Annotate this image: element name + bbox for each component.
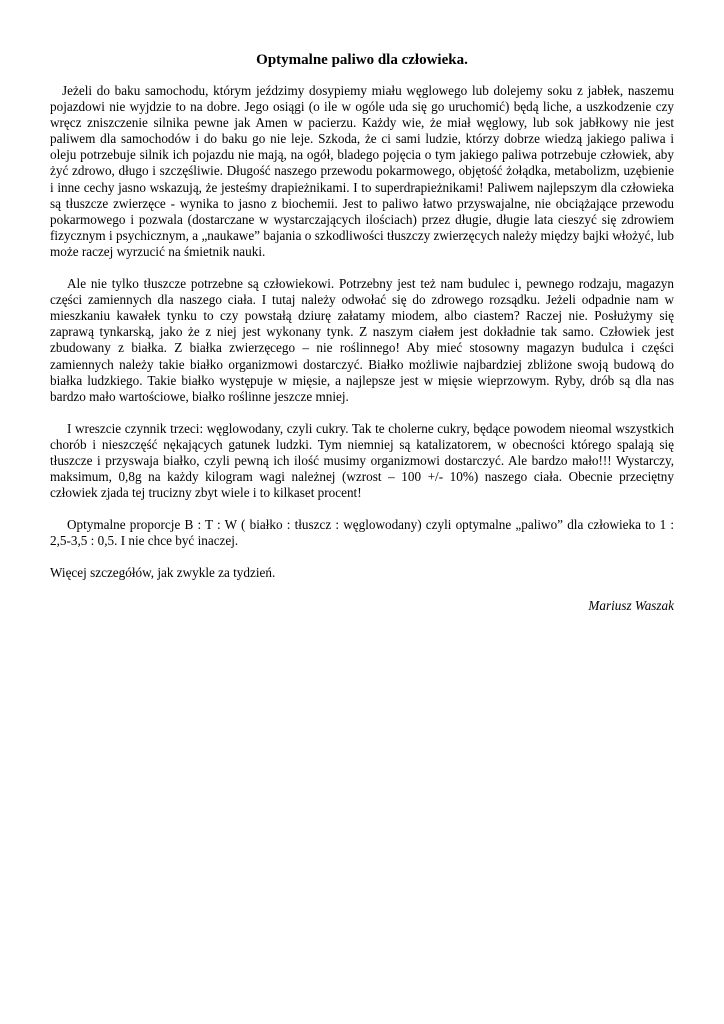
author-signature: Mariusz Waszak [588, 597, 674, 613]
paragraph-protein: Ale nie tylko tłuszcze potrzebne są człowiekowi. Potrzebny jest też nam budulec i, pewnego rodzaju, magazyn części zamiennych dla naszego ciała. I tutaj należy odwołać się do zdrowego rozsądku. Jeżeli odpadnie nam w mieszkaniu kawałek tynku to czy powstałą dziurę załatamy miodem, albo ciastem? Raczej nie. Posłużymy się zaprawą tynkarską, jako że z niej jest wykonany tynk. Z naszym ciałem jest dokładnie tak samo. Człowiek jest zbudowany z białka. Z białka zwierzęcego – nie roślinnego! Aby mieć stosowny magazyn budulca i części zamiennych należy takie białko organizmowi dostarczyć. Białko możliwie najbardziej zbliżone swoją budową do białka ludzkiego. Takie białko występuje w mięsie, a najlepsze jest w mięsie wieprzowym. Ryby, drób są dla nas bardzo mało wartościowe, białko roślinne jeszcze mniej. [50, 276, 674, 404]
paragraph-fuel-intro: Jeżeli do baku samochodu, którym jeździmy dosypiemy miału węglowego lub dolejemy soku z jabłek, naszemu pojazdowi nie wyjdzie to na dobre. Jego osiągi (o ile w ogóle uda się go uruchomić) będą liche, a uszkodzenie czy wręcz zniszczenie silnika pewne jak Amen w pacierzu. Każdy wie, że miał węglowy, lub sok jabłkowy nie jest paliwem dla samochodów i do baku go nie leje. Szkoda, że ci sami ludzie, którzy dobrze wiedzą jakiego paliwa i oleju potrzebuje silnik ich pojazdu nie mają, na ogół, bladego pojęcia o tym jakiego paliwa potrzebuje człowiek, aby żyć zdrowo, długo i szczęśliwie. Długość naszego przewodu pokarmowego, objętość żołądka, metabolizm, uzębienie i inne cechy jasno wskazują, że jesteśmy drapieżnikami. I to superdrapieżnikami! Paliwem najlepszym dla człowieka są tłuszcze zwierzęce - wynika to jasno z biochemii. Jest to paliwo łatwo przyswajalne, nie obciążające przewodu pokarmowego i pozwala (dostarczane w wystarczających ilościach) przez długie, długie lata cieszyć się zdrowiem fizycznym i psychicznym, a „naukawe” bajania o szkodliwości tłuszczy zwierzęcych należy między bajki włożyć, lub może raczej wyrzucić na śmietnik nauki. [50, 83, 674, 259]
document-title: Optymalne paliwo dla człowieka. [256, 52, 468, 68]
paragraph-closing: Więcej szczegółów, jak zwykle za tydzień. [50, 565, 276, 581]
paragraph-proportions: Optymalne proporcje B : T : W ( białko : tłuszcz : węglowodany) czyli optymalne „paliwo” dla człowieka to 1 : 2,5-3,5 : 0,5. I nie chce być inaczej. [50, 517, 674, 549]
document-page [50, 50, 674, 614]
paragraph-carbohydrates: I wreszcie czynnik trzeci: węglowodany, czyli cukry. Tak te cholerne cukry, będące powodem nieomal wszystkich chorób i nieszczęść nękających gatunek ludzki. Tym niemniej są katalizatorem, w obecności którego spalają się tłuszcze i przyswaja białko, czyli pewną ich ilość musimy organizmowi dostarczyć. Ale bardzo mało!!! Wystarczy, maksimum, 0,8g na każdy kilogram wagi należnej (wzrost – 100 +/- 10%) naszego ciała. Obecnie przeciętny człowiek zjada tej trucizny zbyt wiele i to kilkaset procent! [50, 420, 674, 501]
